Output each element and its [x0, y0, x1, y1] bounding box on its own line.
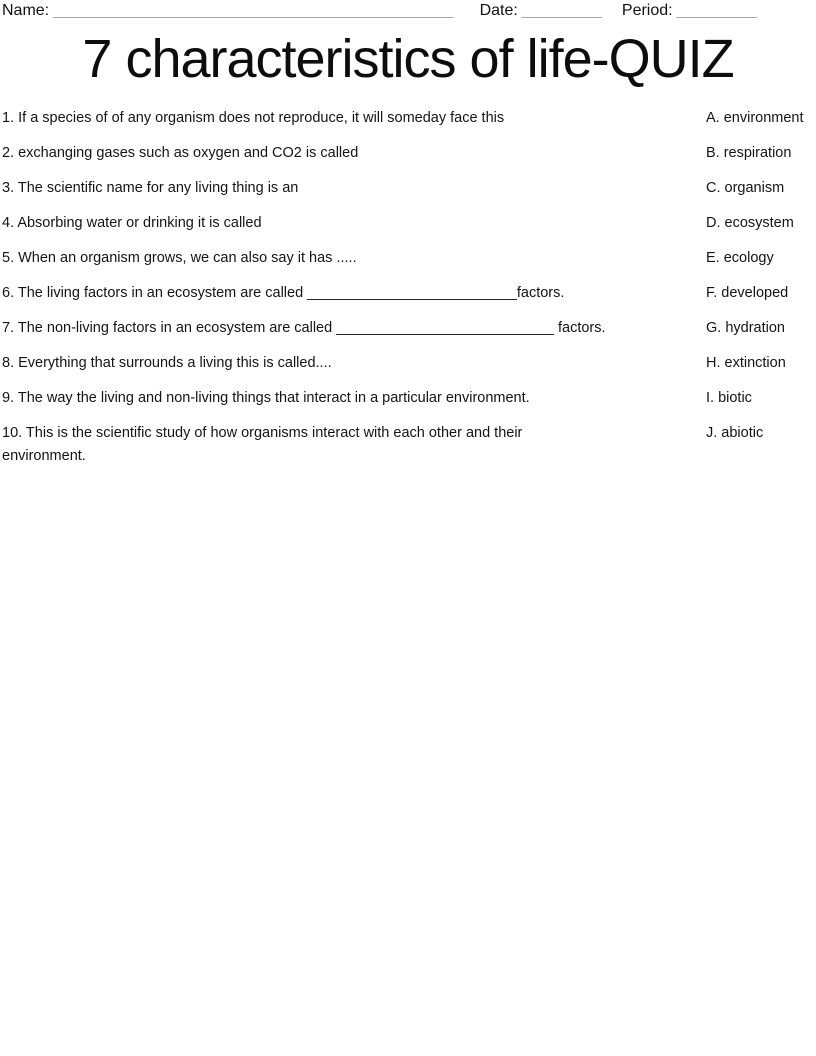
answer-option-a: A. environment — [706, 110, 804, 126]
question-text-9: 9. The way the living and non-living things that interact in a particular environment. — [2, 390, 530, 406]
date-blank-line[interactable]: _________ — [521, 2, 602, 19]
question-row-8 — [2, 352, 816, 375]
answer-option-g: G. hydration — [706, 320, 785, 336]
period-label: Period: — [621, 2, 673, 19]
question-row-4 — [2, 212, 816, 235]
date-label: Date: — [479, 2, 518, 19]
answer-option-e: E. ecology — [706, 250, 774, 266]
question-text-3: 3. The scientific name for any living thing is an — [2, 180, 299, 196]
quiz-body — [0, 107, 816, 468]
question-row-9 — [2, 387, 816, 410]
question-text-4: 4. Absorbing water or drinking it is called — [2, 215, 262, 231]
question-row-5 — [2, 247, 816, 270]
name-label: Name: — [2, 2, 50, 19]
question-row-7 — [2, 317, 816, 340]
question-row-6 — [2, 282, 816, 305]
answer-option-j: J. abiotic — [706, 425, 764, 441]
answer-option-c: C. organism — [706, 180, 785, 196]
question-row-2 — [2, 142, 816, 165]
answer-option-i: I. biotic — [706, 390, 752, 406]
name-blank-line[interactable]: _____________________________________________ — [53, 2, 454, 19]
question-text-7: 7. The non-living factors in an ecosystem are called ___________________________ factors. — [2, 320, 606, 336]
answer-option-d: D. ecosystem — [706, 215, 794, 231]
answer-option-f: F. developed — [706, 285, 789, 301]
question-row-3 — [2, 177, 816, 200]
period-blank-line[interactable]: _________ — [676, 2, 757, 19]
answer-option-b: B. respiration — [706, 145, 792, 161]
question-text-5: 5. When an organism grows, we can also say it has ..... — [2, 250, 357, 266]
question-row-10 — [2, 422, 816, 468]
question-text-8: 8. Everything that surrounds a living this is called.... — [2, 355, 332, 371]
question-text-2: 2. exchanging gases such as oxygen and CO2 is called — [2, 145, 359, 161]
question-row-1 — [2, 107, 816, 130]
worksheet-header — [0, 0, 816, 21]
question-text-1: 1. If a species of of any organism does not reproduce, it will someday face this — [2, 110, 505, 126]
page-title: 7 characteristics of life-QUIZ — [82, 29, 734, 89]
answer-option-h: H. extinction — [706, 355, 786, 371]
question-text-10: 10. This is the scientific study of how organisms interact with each other and their environment. — [2, 425, 523, 464]
question-text-6: 6. The living factors in an ecosystem are called __________________________factors. — [2, 285, 565, 301]
